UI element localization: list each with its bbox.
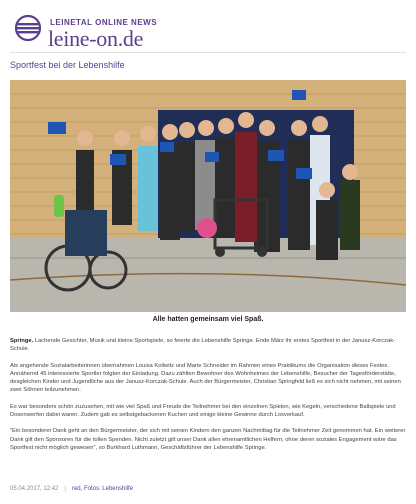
paragraph-4: "Ein besonderer Dank geht an den Bürgermeister, der sich mit seinen Kindern den ganzen Nachmittag für die Teilnehmer Zeit genommen hat. Ein weiterer Dank gilt den Sponsoren für die tollen Spenden. Nicht zuletzt gilt unser Dank allen ehrenamtlichen Helfern; ohne deren soziales Engagement wäre das Sportfest nicht möglich gewesen", so Burkhard Luthmann, Geschäftsführer der Lebenshilfe Springe. [10,428,406,451]
photo-illustration [10,80,406,312]
paragraph-3: Es war besonders schön zuzusehen, mit wie viel Spaß und Freude die Teilnehmer bei den einzelnen Spielen, wie Kegeln, verschiedene Ballspiele und Dosenwerfen dabei waren. Zudem gab es selbstgebackenen Kuchen und einige kleine Gewinne durch Losverkauf. [10,403,396,419]
brand-name-main: leine-on [48,26,118,51]
meta-separator: | [64,486,66,492]
article-title: Sportfest bei der Lebenshilfe [10,60,125,70]
paragraph-1-text: Lachende Gesichter, Musik und kleine Sportspiele, so feierte die Lebenshilfe Springe. Ende März ihr erstes Sportfest in der Janusz-Korczak-Schule. [10,338,396,353]
brand-tagline: LEINETAL ONLINE NEWS [50,18,158,27]
dateline: Springe. [10,338,34,344]
brand-name-tld: .de [117,26,144,51]
photo-credit[interactable]: red, Fotos: Lebenshilfe [71,486,133,492]
article-photo [10,80,406,312]
paragraph-2: Als angehende Sozialarbeiterinnen übernahmen Louisa Kollwitz und Marie Schneider im Rahmen eines Praktikums die Organisation dieses Festes. Annähernd 45 interessierte Sportler folgten der Einladung. Dazu zählten Bewohner des Wohnheimes der Lebenshilfe, Besucher der Tagesförderstätte, desgleichen Kinder und Jugendliche aus der Janusz-Korczak-Schule. Auch der Bürgermeister, Christian Springfeld ließ es sich nicht nehmen, mit seinen zwei Söhnen teilzunehmen. [10,362,401,394]
globe-logo-icon [14,14,42,42]
publish-timestamp: 05.04.2017, 12:42 [10,486,59,492]
article-body [10,337,406,460]
paragraph-1 [10,337,406,354]
header-divider [10,52,406,53]
brand-name [48,26,143,52]
photo-caption: Alle hatten gemeinsam viel Spaß. [152,316,264,323]
site-logo[interactable] [10,8,210,50]
article-meta [10,486,133,492]
